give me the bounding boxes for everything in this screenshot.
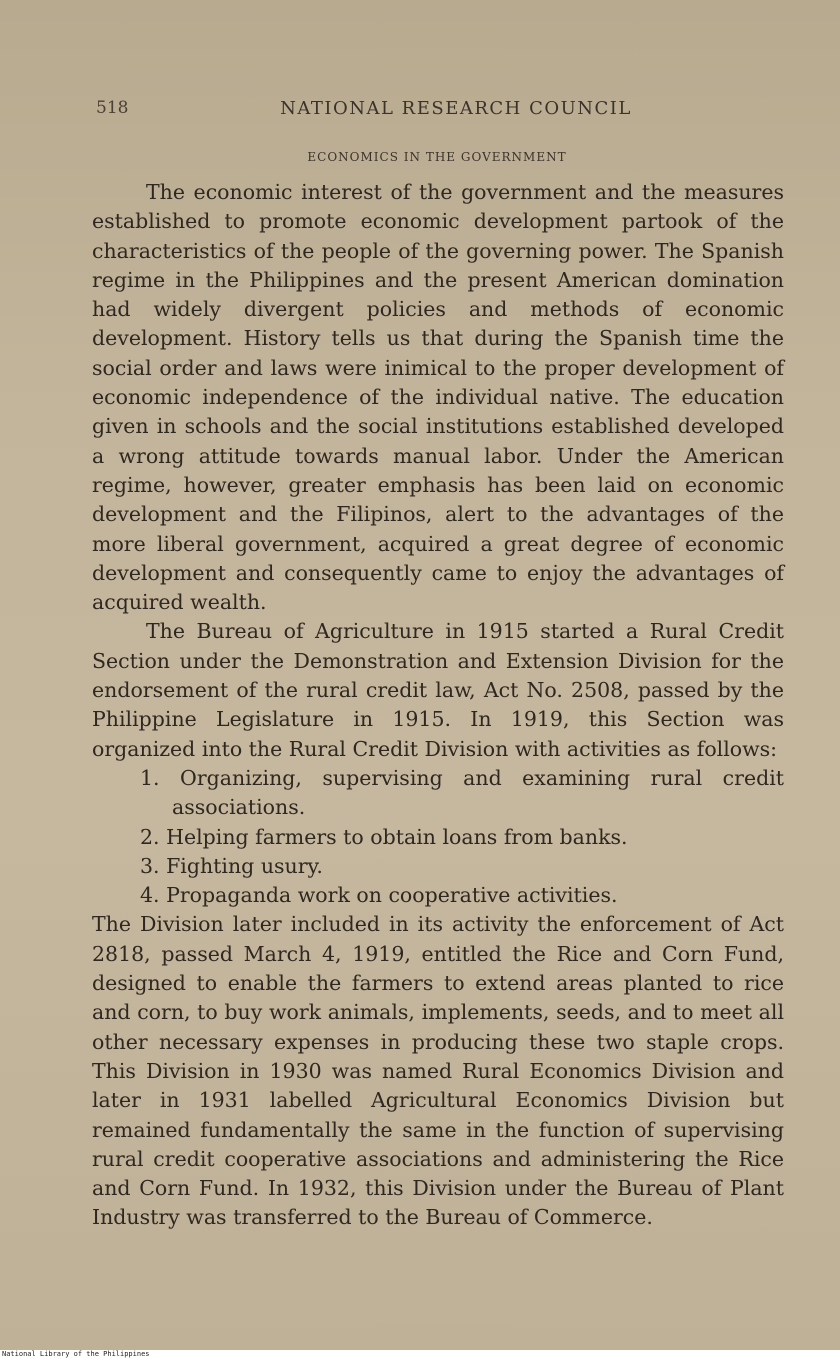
section-title: ECONOMICS IN THE GOVERNMENT	[307, 150, 567, 164]
page-header	[96, 98, 776, 124]
list-item: 1. Organizing, supervising and examining rural credit associations.	[140, 765, 784, 820]
paragraph: The Bureau of Agriculture in 1915 started a Rural Credit Section under the Demonstration and Extension Division for the endorsement of the rural credit law, Act No. 2508, passed by the Philippine Legislature in 1915. In 1919, this Section was organized into the Rural Credit Division with activities as follows:	[92, 619, 784, 761]
list-item: 3. Fighting usury.	[140, 853, 323, 878]
list-item: 2. Helping farmers to obtain loans from banks.	[140, 824, 628, 849]
activities-list	[92, 764, 784, 910]
closing-paragraph: The Division later included in its activity the enforcement of Act 2818, passed March 4, 1919, entitled the Rice and Corn Fund, designed to enable the farmers to extend areas planted to rice and corn, to buy work animals, implements, seeds, and to meet all other necessary expenses in producing these two staple crops. This Division in 1930 was named Rural Economics Division and later in 1931 labelled Agricultural Economics Division but remained fundamentally the same in the function of supervising rural credit cooperative associations and administering the Rice and Corn Fund. In 1932, this Division under the Bureau of Plant Industry was transferred to the Bureau of Commerce.	[92, 912, 784, 1230]
footer-label: National Library of the Philippines	[2, 1350, 150, 1358]
list-item: 4. Propaganda work on cooperative activities.	[140, 883, 618, 908]
source-footer	[0, 1350, 840, 1358]
page-number: 518	[96, 98, 129, 118]
body-text	[92, 178, 784, 1233]
paragraph: The economic interest of the government and the measures established to promote economic development partook of the characteristics of the people of the governing power. The Spanish regime in the Philippines and the present American domination had widely divergent policies and methods of economic development. History tells us that during the Spanish time the social order and laws were inimical to the proper development of economic independence of the individual native. The education given in schools and the social institutions established developed a wrong attitude towards manual labor. Under the American regime, however, greater emphasis has been laid on economic development and the Filipinos, alert to the advantages of the more liberal government, acquired a great degree of economic development and consequently came to enjoy the advantages of acquired wealth.	[92, 180, 784, 615]
running-head: NATIONAL RESEARCH COUNCIL	[280, 98, 632, 119]
